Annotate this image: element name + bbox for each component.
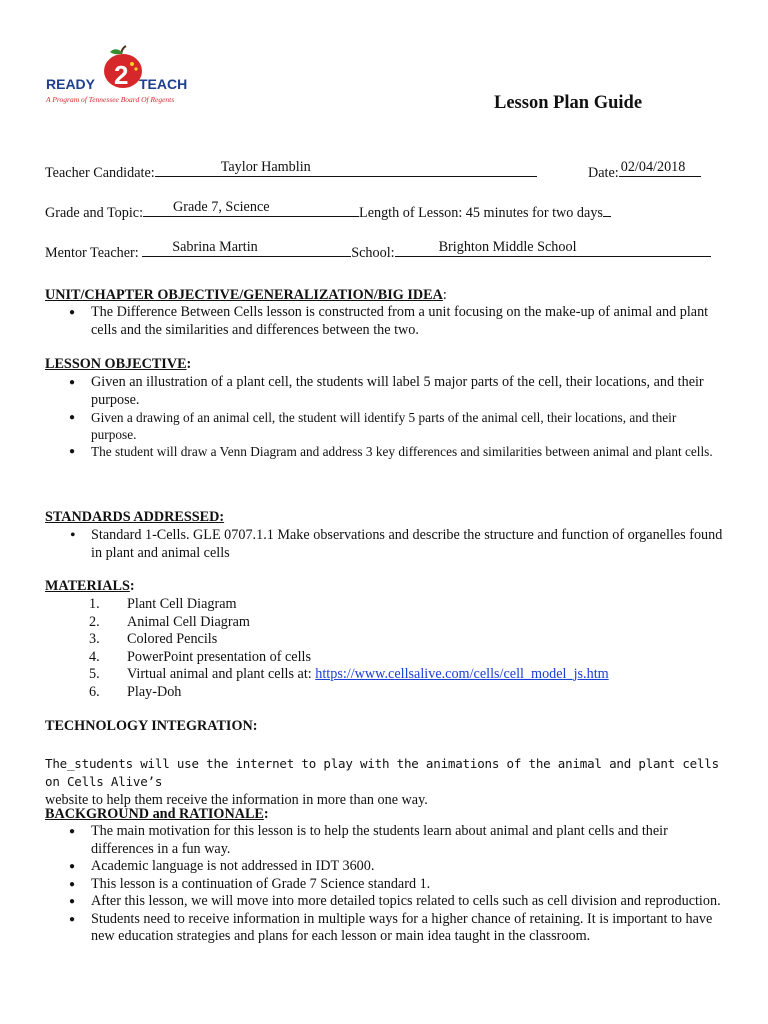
ready2teach-logo xyxy=(44,44,194,116)
mentor-field: Sabrina Martin xyxy=(142,241,351,257)
unit-list xyxy=(45,304,725,339)
list-item: 5. Virtual animal and plant cells at: https://www.cellsalive.com/cells/cell_model_js.htm xyxy=(89,666,609,682)
list-item: ● Academic language is not addressed in IDT 3600. xyxy=(45,858,725,876)
svg-text:2: 2 xyxy=(114,60,129,90)
teacher-row xyxy=(45,161,537,182)
date-label: Date: xyxy=(588,165,619,181)
list-item: ● The main motivation for this lesson is to help the students learn about animal and plant cells and their differences in a fun way. xyxy=(45,823,725,858)
svg-text:A Program of Tennessee Board O: A Program of Tennessee Board Of Regents xyxy=(46,95,175,104)
list-item: 2. Animal Cell Diagram xyxy=(89,613,250,630)
mentor-label: Mentor Teacher: xyxy=(45,245,139,261)
technology-heading: TECHNOLOGY INTEGRATION: xyxy=(45,718,258,734)
list-item: 4. PowerPoint presentation of cells xyxy=(89,648,312,665)
cellsalive-link[interactable]: https://www.cellsalive.com/cells/cell_model_js.htm xyxy=(315,666,609,682)
date-row xyxy=(588,161,701,182)
list-item: ● The Difference Between Cells lesson is constructed from a unit focusing on the make-up of animal and plant cells and the similarities and differences between the two. xyxy=(45,304,725,339)
svg-text:READY: READY xyxy=(46,76,96,92)
school-label: School: xyxy=(351,245,395,261)
unit-heading: UNIT/CHAPTER OBJECTIVE/GENERALIZATION/BIG IDEA: xyxy=(45,287,447,303)
mentor-row xyxy=(45,241,711,262)
apple-icon xyxy=(44,44,194,116)
materials-heading: MATERIALS: xyxy=(45,578,135,594)
page-title: Lesson Plan Guide xyxy=(494,93,643,113)
objective-list xyxy=(45,374,715,460)
date-field: 02/04/2018 xyxy=(619,161,701,177)
list-item: ● Given an illustration of a plant cell, the students will label 5 major parts of the cell, their locations, and their purpose. xyxy=(45,374,715,409)
teacher-field: Taylor Hamblin xyxy=(155,161,537,177)
list-item: 3. Colored Pencils xyxy=(89,631,218,647)
materials-list xyxy=(45,596,725,701)
list-item: ● This lesson is a continuation of Grade 7 Science standard 1. xyxy=(45,876,725,894)
list-item: • Standard 1-Cells. GLE 0707.1.1 Make observations and describe the structure and function of organelles found in plant and animal cells xyxy=(45,527,735,562)
standards-heading: STANDARDS ADDRESSED: xyxy=(45,509,225,525)
school-field: Brighton Middle School xyxy=(395,241,711,257)
teacher-label: Teacher Candidate: xyxy=(45,165,155,181)
grade-field: Grade 7, Science xyxy=(143,201,359,217)
list-item: 6. Play-Doh xyxy=(89,683,182,700)
list-item: ● The student will draw a Venn Diagram and address 3 key differences and similarities between animal and plant cells. xyxy=(45,443,715,460)
list-item: 1. Plant Cell Diagram xyxy=(89,596,237,612)
list-item: ● After this lesson, we will move into more detailed topics related to cells such as cell division and reproduction. xyxy=(45,893,725,911)
grade-label: Grade and Topic: xyxy=(45,205,144,221)
grade-row xyxy=(45,201,611,222)
objective-heading: LESSON OBJECTIVE: xyxy=(45,356,192,372)
background-heading: BACKGROUND and RATIONALE: xyxy=(45,806,269,822)
svg-text:TEACH: TEACH xyxy=(139,76,188,92)
list-item: ● Students need to receive information in multiple ways for a higher chance of retaining. It is important to have new education strategies and plans for each lesson or main idea taught in the classroom. xyxy=(45,911,725,946)
technology-text: The_students will use the internet to play with the animations of the animal and plant cells on Cells Alive’s website to help them receive the information in more than one way. xyxy=(45,756,719,808)
list-item: ● Given a drawing of an animal cell, the student will identify 5 parts of the animal cell, their locations, and their purpose. xyxy=(45,409,715,443)
standards-list xyxy=(45,527,735,562)
background-list xyxy=(45,823,725,946)
length-label: Length of Lesson: 45 minutes for two days xyxy=(359,205,603,221)
